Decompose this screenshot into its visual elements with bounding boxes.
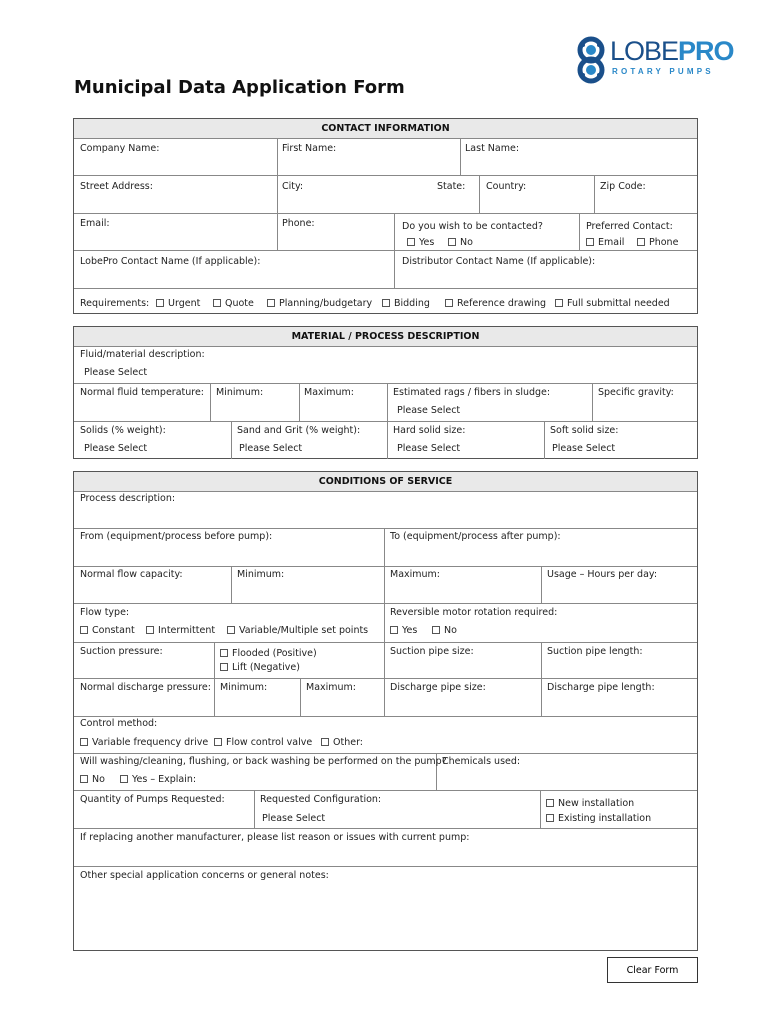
logo-wordmark	[610, 36, 734, 66]
contact-no-label: No	[460, 237, 473, 248]
city-label: City:	[282, 181, 304, 192]
checkbox-icon[interactable]	[546, 799, 554, 807]
from-label: From (equipment/process before pump):	[80, 531, 273, 542]
flow-valve-option[interactable]	[214, 737, 312, 748]
soft-solid-select[interactable]: Please Select	[552, 443, 616, 454]
checkbox-icon[interactable]	[220, 663, 228, 671]
checkbox-icon[interactable]	[586, 238, 594, 246]
lift-label: Lift (Negative)	[232, 662, 300, 673]
flow-max-label: Maximum:	[390, 569, 441, 580]
quantity-label: Quantity of Pumps Requested:	[80, 794, 225, 805]
checkbox-icon[interactable]	[213, 299, 221, 307]
contact-yes-option[interactable]	[407, 237, 434, 248]
discharge-pressure-label: Normal discharge pressure:	[80, 682, 211, 693]
discharge-pipe-label: Discharge pipe size:	[390, 682, 486, 693]
checkbox-icon[interactable]	[120, 775, 128, 783]
checkbox-icon[interactable]	[146, 626, 154, 634]
first-name-label: First Name:	[282, 143, 337, 154]
distributor-contact-label: Distributor Contact Name (If applicable):	[402, 256, 596, 267]
street-address-label: Street Address:	[80, 181, 153, 192]
normal-temp-label: Normal fluid temperature:	[80, 387, 205, 398]
req-bidding-label: Bidding	[394, 298, 430, 309]
service-section	[73, 471, 698, 951]
flow-type-label: Flow type:	[80, 607, 130, 618]
reversible-yes-option[interactable]	[390, 625, 417, 636]
checkbox-icon[interactable]	[448, 238, 456, 246]
wash-yes-option[interactable]	[120, 774, 196, 785]
checkbox-icon[interactable]	[637, 238, 645, 246]
req-quote-option[interactable]	[213, 298, 254, 309]
flow-valve-label: Flow control valve	[226, 737, 313, 748]
solids-label: Solids (% weight):	[80, 425, 166, 436]
flow-intermittent-label: Intermittent	[158, 625, 216, 636]
req-reference-option[interactable]	[445, 298, 546, 309]
temp-min-label: Minimum:	[216, 387, 264, 398]
flow-variable-label: Variable/Multiple set points	[239, 625, 369, 636]
pref-email-option[interactable]	[586, 237, 624, 248]
replacing-label: If replacing another manufacturer, please list reason or issues with current pump:	[80, 832, 470, 843]
contact-yes-label: Yes	[419, 237, 435, 248]
req-quote-label: Quote	[225, 298, 254, 309]
new-install-label: New installation	[558, 798, 635, 809]
country-label: Country:	[486, 181, 527, 192]
rags-label: Estimated rags / fibers in sludge:	[393, 387, 551, 398]
requirements-label: Requirements:	[80, 298, 150, 309]
checkbox-icon[interactable]	[227, 626, 235, 634]
normal-flow-label: Normal flow capacity:	[80, 569, 183, 580]
flow-constant-label: Constant	[92, 625, 135, 636]
flow-variable-option[interactable]	[227, 625, 368, 636]
wash-no-option[interactable]	[80, 774, 105, 785]
clear-form-button[interactable]: Clear Form	[607, 957, 698, 983]
process-desc-label: Process description:	[80, 493, 176, 504]
reversible-no-option[interactable]	[432, 625, 457, 636]
lobepro-contact-label: LobePro Contact Name (If applicable):	[80, 256, 261, 267]
checkbox-icon[interactable]	[321, 738, 329, 746]
checkbox-icon[interactable]	[445, 299, 453, 307]
reversible-label: Reversible motor rotation required:	[390, 607, 558, 618]
temp-max-label: Maximum:	[304, 387, 355, 398]
req-planning-option[interactable]	[267, 298, 372, 309]
phone-label: Phone:	[282, 218, 315, 229]
flooded-option[interactable]	[220, 648, 317, 659]
existing-install-option[interactable]	[546, 813, 651, 824]
preferred-contact-label: Preferred Contact:	[586, 221, 673, 232]
control-method-label: Control method:	[80, 718, 158, 729]
vfd-option[interactable]	[80, 737, 208, 748]
hard-solid-select[interactable]: Please Select	[397, 443, 461, 454]
contact-no-option[interactable]	[448, 237, 473, 248]
sand-label: Sand and Grit (% weight):	[237, 425, 361, 436]
to-label: To (equipment/process after pump):	[390, 531, 561, 542]
form-title: Municipal Data Application Form	[74, 77, 405, 98]
pref-phone-option[interactable]	[637, 237, 678, 248]
usage-label: Usage – Hours per day:	[547, 569, 658, 580]
flow-min-label: Minimum:	[237, 569, 285, 580]
wash-yes-label: Yes – Explain:	[132, 774, 197, 785]
last-name-label: Last Name:	[465, 143, 520, 154]
company-name-label: Company Name:	[80, 143, 160, 154]
checkbox-icon[interactable]	[382, 299, 390, 307]
req-urgent-label: Urgent	[168, 298, 201, 309]
service-header: CONDITIONS OF SERVICE	[74, 472, 697, 492]
checkbox-icon[interactable]	[546, 814, 554, 822]
flow-constant-option[interactable]	[80, 625, 135, 636]
rags-select[interactable]: Please Select	[397, 405, 461, 416]
req-urgent-option[interactable]	[156, 298, 200, 309]
other-notes-label: Other special application concerns or general notes:	[80, 870, 329, 881]
specific-gravity-label: Specific gravity:	[598, 387, 674, 398]
logo-tagline: ROTARY PUMPS	[612, 67, 714, 76]
req-planning-label: Planning/budgetary	[279, 298, 373, 309]
sand-select[interactable]: Please Select	[239, 443, 303, 454]
discharge-min-label: Minimum:	[220, 682, 268, 693]
material-section	[73, 326, 698, 459]
configuration-label: Requested Configuration:	[260, 794, 382, 805]
vfd-label: Variable frequency drive	[92, 737, 209, 748]
req-bidding-option[interactable]	[382, 298, 430, 309]
wish-contacted-label: Do you wish to be contacted?	[402, 221, 543, 232]
checkbox-icon[interactable]	[432, 626, 440, 634]
logo-lobe: LOBE	[610, 36, 679, 66]
suction-pressure-label: Suction pressure:	[80, 646, 163, 657]
discharge-length-label: Discharge pipe length:	[547, 682, 655, 693]
lift-option[interactable]	[220, 662, 300, 673]
new-install-option[interactable]	[546, 798, 634, 809]
suction-pipe-label: Suction pipe size:	[390, 646, 474, 657]
configuration-select[interactable]: Please Select	[262, 813, 326, 824]
req-full-submittal-label: Full submittal needed	[567, 298, 670, 309]
hard-solid-label: Hard solid size:	[393, 425, 466, 436]
wash-no-label: No	[92, 774, 105, 785]
fluid-select[interactable]: Please Select	[84, 367, 148, 378]
checkbox-icon[interactable]	[80, 738, 88, 746]
checkbox-icon[interactable]	[214, 738, 222, 746]
contact-section	[73, 118, 698, 314]
reversible-no-label: No	[444, 625, 457, 636]
checkbox-icon[interactable]	[407, 238, 415, 246]
logo-pro: PRO	[678, 36, 734, 66]
fluid-desc-label: Fluid/material description:	[80, 349, 205, 360]
email-label: Email:	[80, 218, 110, 229]
pref-phone-label: Phone	[649, 237, 679, 248]
contact-header: CONTACT INFORMATION	[74, 119, 697, 139]
checkbox-icon[interactable]	[80, 775, 88, 783]
checkbox-icon[interactable]	[80, 626, 88, 634]
checkbox-icon[interactable]	[267, 299, 275, 307]
material-header: MATERIAL / PROCESS DESCRIPTION	[74, 327, 697, 347]
checkbox-icon[interactable]	[220, 649, 228, 657]
soft-solid-label: Soft solid size:	[550, 425, 619, 436]
washing-label: Will washing/cleaning, flushing, or back washing be performed on the pump?	[80, 756, 447, 767]
checkbox-icon[interactable]	[156, 299, 164, 307]
checkbox-icon[interactable]	[390, 626, 398, 634]
reversible-yes-label: Yes	[402, 625, 418, 636]
state-label: State:	[437, 181, 466, 192]
flooded-label: Flooded (Positive)	[232, 648, 317, 659]
suction-length-label: Suction pipe length:	[547, 646, 643, 657]
discharge-max-label: Maximum:	[306, 682, 357, 693]
existing-install-label: Existing installation	[558, 813, 652, 824]
flow-intermittent-option[interactable]	[146, 625, 215, 636]
solids-select[interactable]: Please Select	[84, 443, 148, 454]
checkbox-icon[interactable]	[555, 299, 563, 307]
pref-email-label: Email	[598, 237, 625, 248]
other-control-label: Other:	[333, 737, 364, 748]
req-reference-label: Reference drawing	[457, 298, 547, 309]
chemicals-label: Chemicals used:	[442, 756, 521, 767]
zip-label: Zip Code:	[600, 181, 646, 192]
other-control-option[interactable]	[321, 737, 363, 748]
req-full-submittal-option[interactable]	[555, 298, 670, 309]
lobepro-logo	[574, 36, 734, 84]
